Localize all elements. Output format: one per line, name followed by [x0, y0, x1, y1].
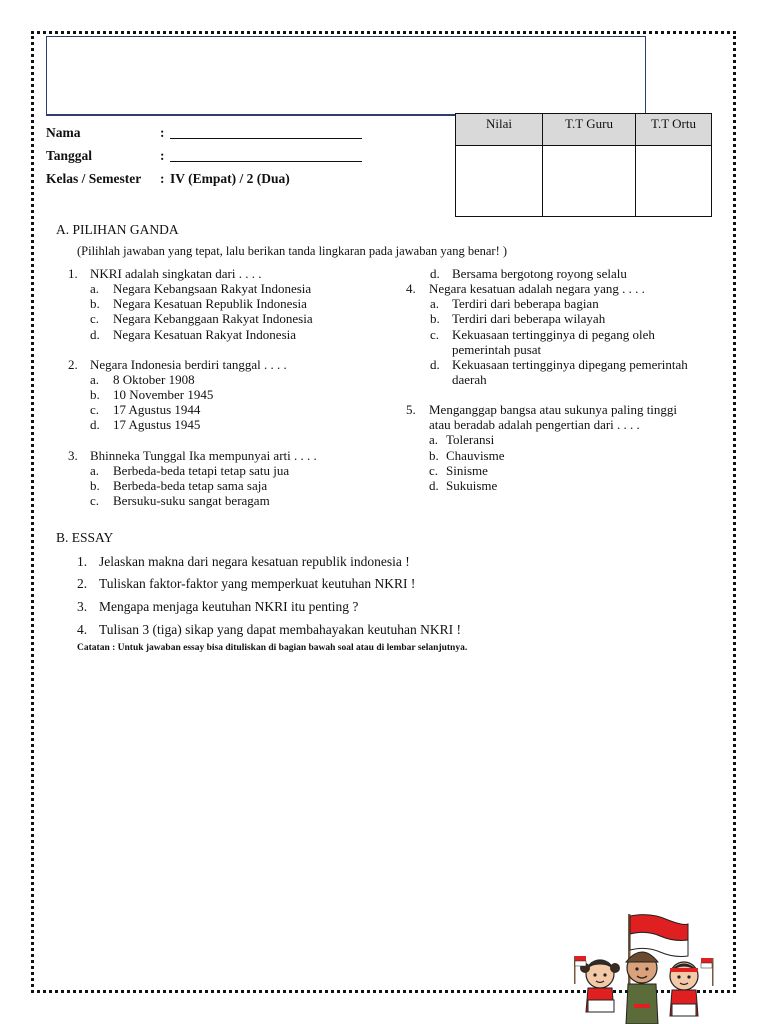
option-letter: c. — [430, 327, 440, 342]
option-text[interactable]: Sinisme — [446, 463, 488, 478]
option-text[interactable]: Kekuasaan tertingginya di pegang oleh — [452, 327, 655, 342]
essay-question: Tulisan 3 (tiga) sikap yang dapat membahayakan keutuhan NKRI ! — [99, 622, 462, 637]
essay-number: 3. — [77, 599, 88, 614]
question-text: Menganggap bangsa atau sukunya paling tinggi — [429, 402, 678, 417]
option-text-continued: daerah — [452, 372, 487, 387]
question-text: Negara Indonesia berdiri tanggal . . . . — [90, 357, 287, 372]
score-header-nilai: Nilai — [456, 114, 543, 146]
class-label: Kelas / Semester — [46, 171, 142, 186]
date-field[interactable] — [170, 161, 362, 162]
option-text[interactable]: Toleransi — [446, 432, 495, 447]
option-text[interactable]: Berbeda-beda tetap sama saja — [113, 478, 268, 493]
class-value: IV (Empat) / 2 (Dua) — [170, 171, 290, 186]
section-b-title: B. ESSAY — [56, 530, 114, 545]
option-letter: c. — [429, 463, 439, 478]
option-text[interactable]: Negara Kebangsaan Rakyat Indonesia — [113, 281, 312, 296]
option-text[interactable]: Bersama bergotong royong selalu — [452, 266, 627, 281]
option-letter: d. — [90, 327, 100, 342]
score-cell-guru[interactable] — [543, 146, 636, 217]
option-letter: d. — [430, 357, 440, 372]
date-colon: : — [160, 148, 165, 163]
option-letter: c. — [90, 402, 100, 417]
option-letter: b. — [430, 311, 440, 326]
option-letter: b. — [90, 387, 100, 402]
option-letter: b. — [90, 296, 100, 311]
option-text[interactable]: Negara Kesatuan Rakyat Indonesia — [113, 327, 297, 342]
question-number: 2. — [68, 357, 78, 372]
score-header-ortu: T.T Ortu — [636, 114, 712, 146]
option-letter: c. — [90, 493, 100, 508]
option-text[interactable]: Negara Kebanggaan Rakyat Indonesia — [113, 311, 313, 326]
name-field[interactable] — [170, 138, 362, 139]
option-text[interactable]: Bersuku-suku sangat beragam — [113, 493, 270, 508]
option-letter: d. — [90, 417, 100, 432]
section-a-instruction: (Pilihlah jawaban yang tepat, lalu berikan tanda lingkaran pada jawaban yang benar! ) — [77, 244, 508, 258]
class-colon: : — [160, 171, 165, 186]
option-letter: d. — [429, 478, 439, 493]
option-letter: a. — [90, 463, 100, 478]
question-number: 1. — [68, 266, 78, 281]
option-text[interactable]: Negara Kesatuan Republik Indonesia — [113, 296, 307, 311]
name-colon: : — [160, 125, 165, 140]
question-text: Bhinneka Tunggal Ika mempunyai arti . . . . — [90, 448, 317, 463]
essay-number: 1. — [77, 554, 88, 569]
essay-question: Tuliskan faktor-faktor yang memperkuat keutuhan NKRI ! — [99, 576, 416, 591]
question-text: NKRI adalah singkatan dari . . . . — [90, 266, 262, 281]
question-text: Negara kesatuan adalah negara yang . . . . — [429, 281, 645, 296]
score-table — [455, 113, 712, 217]
option-letter: a. — [90, 372, 100, 387]
essay-number: 4. — [77, 622, 88, 637]
option-text[interactable]: Chauvisme — [446, 448, 505, 463]
option-letter: b. — [90, 478, 100, 493]
option-letter: b. — [429, 448, 439, 463]
name-label: Nama — [46, 125, 81, 140]
option-letter: c. — [90, 311, 100, 326]
option-text-continued: pemerintah pusat — [452, 342, 542, 357]
option-text[interactable]: 17 Agustus 1944 — [113, 402, 201, 417]
date-label: Tanggal — [46, 148, 93, 163]
essay-note: Catatan : Untuk jawaban essay bisa dituliskan di bagian bawah soal atau di lembar selanjutnya. — [77, 643, 468, 653]
option-text[interactable]: Terdiri dari beberapa bagian — [452, 296, 599, 311]
option-letter: a. — [90, 281, 100, 296]
question-text-continued: atau beradab adalah pengertian dari . . . . — [429, 417, 640, 432]
essay-question: Mengapa menjaga keutuhan NKRI itu penting ? — [99, 599, 359, 614]
option-text[interactable]: 17 Agustus 1945 — [113, 417, 201, 432]
title-box — [46, 36, 646, 116]
option-text[interactable]: 8 Oktober 1908 — [113, 372, 195, 387]
option-text[interactable]: Terdiri dari beberapa wilayah — [452, 311, 606, 326]
kids-with-flag-illustration — [566, 912, 726, 1024]
option-letter: d. — [430, 266, 440, 281]
option-text[interactable]: Sukuisme — [446, 478, 498, 493]
essay-number: 2. — [77, 576, 88, 591]
essay-question: Jelaskan makna dari negara kesatuan republik indonesia ! — [99, 554, 410, 569]
section-a-title: A. PILIHAN GANDA — [56, 222, 179, 237]
option-letter: a. — [430, 296, 440, 311]
option-text[interactable]: 10 November 1945 — [113, 387, 214, 402]
option-text[interactable]: Kekuasaan tertingginya dipegang pemerintah — [452, 357, 688, 372]
option-text[interactable]: Berbeda-beda tetapi tetap satu jua — [113, 463, 290, 478]
score-cell-nilai[interactable] — [456, 146, 543, 217]
question-number: 4. — [406, 281, 416, 296]
question-number: 5. — [406, 402, 416, 417]
question-number: 3. — [68, 448, 78, 463]
score-header-guru: T.T Guru — [543, 114, 636, 146]
option-letter: a. — [429, 432, 439, 447]
score-cell-ortu[interactable] — [636, 146, 712, 217]
